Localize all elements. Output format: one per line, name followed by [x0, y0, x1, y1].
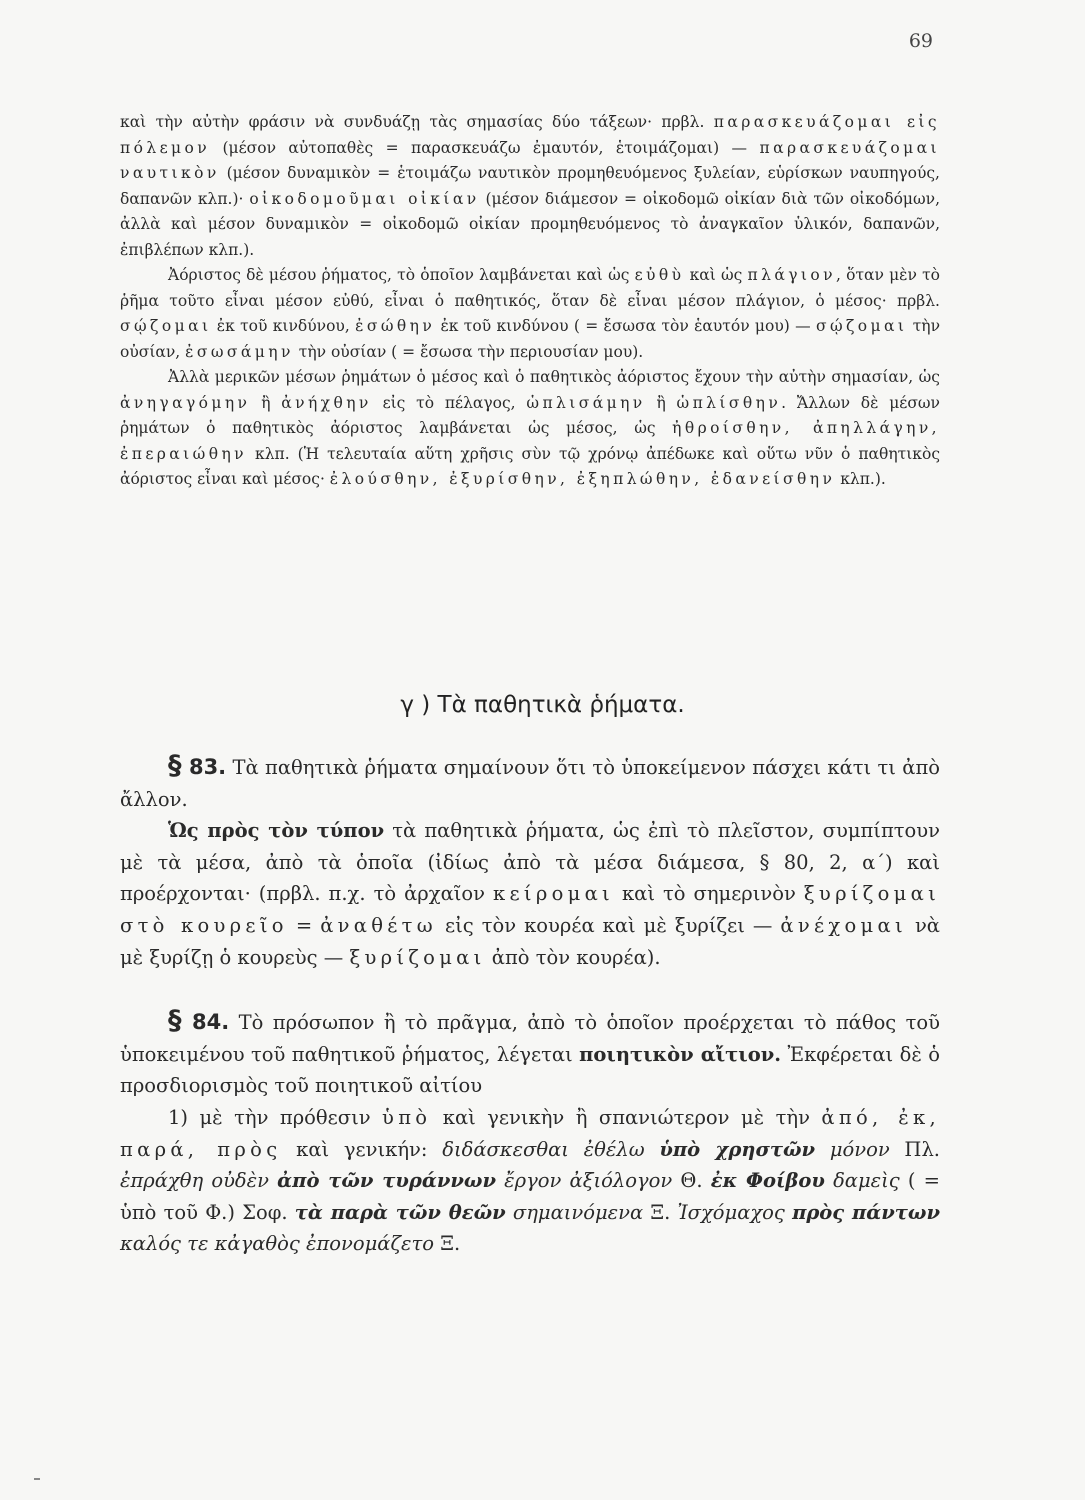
- page-number: 69: [908, 30, 933, 52]
- small-print-block: [120, 110, 940, 493]
- paragraph-form: Ὡς πρὸς τὸν τύπον τὰ παθητικὰ ῥήματα, ὡς ἐπὶ τὸ πλεῖστον, συμπίπτουν μὲ τὰ μέσα, ἀπὸ τὰ ὁποῖα (ἰδίως ἀπὸ τὰ μέσα διάμεσα, § 80, 2, α΄) καὶ προέρχονται· (πρβλ. π.χ. τὸ ἀρχαῖον κείρομαι καὶ τὸ σημερινὸν ξυρίζομαι στὸ κουρεῖο = ἀναθέτω εἰς τὸν κουρέα καὶ μὲ ξυρίζει — ἀνέχομαι νὰ μὲ ξυρίζῃ ὁ κουρεὺς — ξυρίζομαι ἀπὸ τὸν κουρέα).: [120, 819, 941, 969]
- paragraph-agent-1: 1) μὲ τὴν πρόθεσιν ὑπὸ καὶ γενικὴν ἢ σπανιώτερον μὲ τὴν ἀπό, ἐκ, παρά, πρὸς καὶ γενικήν: διδάσκεσθαι ἐθέλω ὑπὸ χρηστῶν μόνον Πλ. ἐπράχθη οὐδὲν ἀπὸ τῶν τυράννων ἔργον ἀξιόλογον Θ. ἐκ Φοίβου δαμεὶς ( = ὑπὸ τοῦ Φ.) Σοφ. τὰ παρὰ τῶν θεῶν σημαινόμενα Ξ. Ἰσχόμαχος πρὸς πάντων καλός τε κἀγαθὸς ἐπονομάζετο Ξ.: [120, 1105, 941, 1256]
- section-83: § 83. Τὰ παθητικὰ ῥήματα σημαίνουν ὅτι τὸ ὑποκείμενον πάσχει κάτι τι ἀπὸ ἄλλον.: [120, 750, 941, 811]
- paragraph-aorist-middle: Ἀόριστος δὲ μέσου ῥήματος, τὸ ὁποῖον λαμβάνεται καὶ ὡς εὐθὺ καὶ ὡς πλάγιον, ὅταν μὲν τὸ ῥῆμα τοῦτο εἶναι μέσον εὐθύ, εἶναι ὁ παθητικός, ὅταν δὲ εἶναι μέσον πλάγιον, ὁ μέσος· πρβλ. σῴζομαι ἐκ τοῦ κινδύνου, ἐσώθην ἐκ τοῦ κινδύνου ( = ἔσωσα τὸν ἑαυτόν μου) — σῴζομαι τὴν οὐσίαν, ἐσωσάμην τὴν οὐσίαν ( = ἔσωσα τὴν περιουσίαν μου).: [120, 266, 941, 361]
- section-heading: γ ) Τὰ παθητικὰ ῥήματα.: [400, 692, 685, 718]
- paragraph-middle-voice-examples: καὶ τὴν αὐτὴν φράσιν νὰ συνδυάζῃ τὰς σημασίας δύο τάξεων· πρβλ. παρασκευάζομαι εἰς πόλεμον (μέσον αὐτοπαθὲς = παρασκευάζω ἐμαυτόν, ἑτοιμάζομαι) — παρασκευάζομαι ναυτικὸν (μέσον δυναμικὸν = ἑτοιμάζω ναυτικὸν προμηθευόμενος ξυλείαν, εὑρίσκων ναυπηγούς, δαπανῶν κλπ.)· οἰκοδομοῦμαι οἰκίαν (μέσον διάμεσον = οἰκοδομῶ οἰκίαν διὰ τῶν οἰκοδόμων, ἀλλὰ καὶ μέσον δυναμικὸν = οἰκοδομῶ οἰκίαν προμηθευόμενος τὸ ἀναγκαῖον ὑλικόν, δαπανῶν, ἐπιβλέπων κλπ.).: [120, 113, 940, 259]
- section-number-83: § 83.: [168, 750, 227, 781]
- section-84: § 84. Τὸ πρόσωπον ἢ τὸ πρᾶγμα, ἀπὸ τὸ ὁποῖον προέρχεται τὸ πάθος τοῦ ὑποκειμένου τοῦ παθητικοῦ ῥήματος, λέγεται ποιητικὸν αἴτιον. Ἐκφέρεται δὲ ὁ προσδιορισμὸς τοῦ ποιητικοῦ αἰτίου: [120, 1005, 941, 1098]
- section-number-84: § 84.: [168, 1005, 230, 1037]
- scan-mark: [34, 1478, 40, 1480]
- main-text-block: [120, 750, 940, 1260]
- paragraph-passive-aorist: Ἀλλὰ μερικῶν μέσων ῥημάτων ὁ μέσος καὶ ὁ παθητικὸς ἀόριστος ἔχουν τὴν αὐτὴν σημασίαν, ὡς ἀνηγαγόμην ἢ ἀνήχθην εἰς τὸ πέλαγος, ὡπλισάμην ἢ ὡπλίσθην. Ἄλλων δὲ μέσων ῥημάτων ὁ παθητικὸς ἀόριστος λαμβάνεται ὡς μέσος, ὡς ἠθροίσθην, ἀπηλλάγην, ἐπεραιώθην κλπ. (Ἡ τελευταία αὕτη χρῆσις σὺν τῷ χρόνῳ ἀπέδωκε καὶ οὕτω νῦν ὁ παθητικὸς ἀόριστος εἶναι καὶ μέσος· ἐλούσθην, ἐξυρίσθην, ἐξηπλώθην, ἐδανείσθην κλπ.).: [120, 368, 940, 488]
